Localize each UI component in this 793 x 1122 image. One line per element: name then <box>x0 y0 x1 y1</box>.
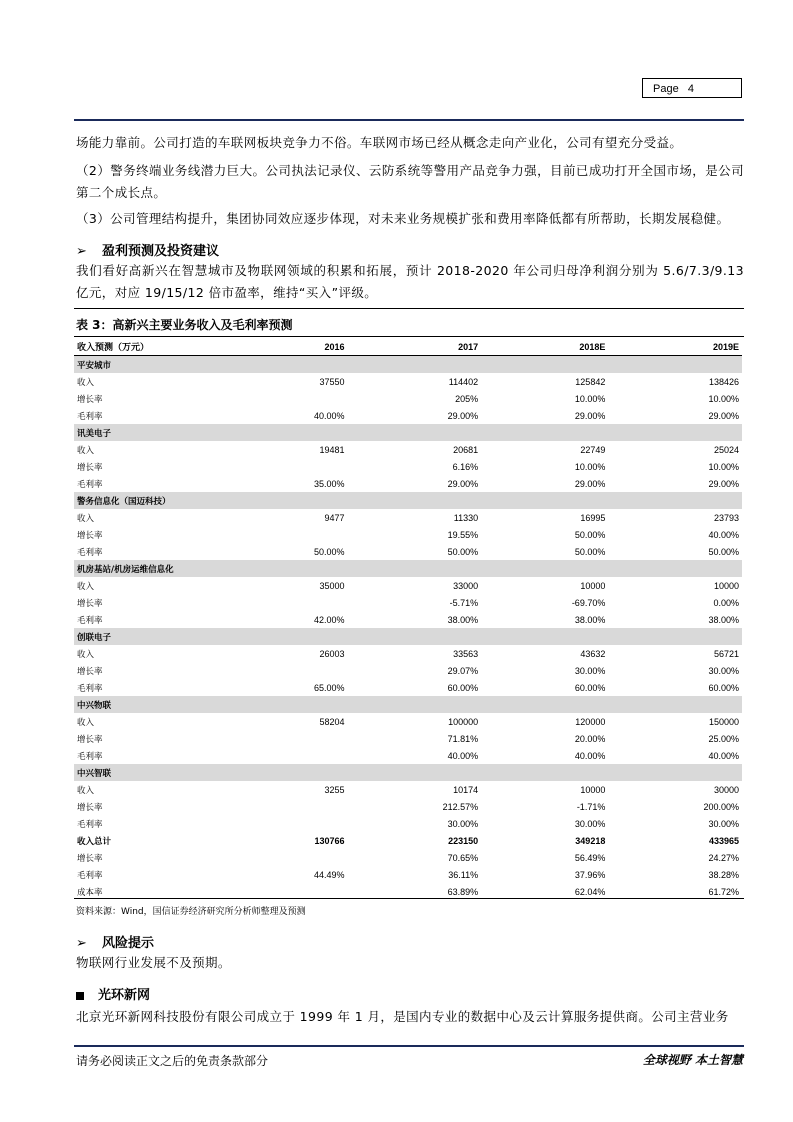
row-value <box>608 424 742 441</box>
footer-disclaimer: 请务必阅读正文之后的免责条款部分 <box>76 1054 269 1068</box>
row-value <box>481 424 608 441</box>
row-value: 29.00% <box>708 478 739 489</box>
row-label: 毛利率 <box>77 547 103 558</box>
paragraph-forecast: 我们看好高新兴在智慧城市及物联网领域的积累和拓展，预计 2018-2020 年公司归母净利润分别为 5.6/7.3/9.13 亿元，对应 19/15/12 倍市盈率，维持“买入”评级。 <box>76 263 744 300</box>
row-value: 40.00% <box>314 410 345 421</box>
forecast-heading-text: 盈利预测及投资建议 <box>102 244 220 259</box>
row-value: 200.00% <box>703 801 739 812</box>
row-value: 44.49% <box>314 869 345 880</box>
paragraph-2: （2）警务终端业务线潜力巨大。公司执法记录仪、云防系统等警用产品竞争力强，目前已成功打开全国市场，是公司第二个成长点。 <box>76 163 744 200</box>
row-value: 25.00% <box>708 733 739 744</box>
row-label: 毛利率 <box>77 479 103 490</box>
row-value: 16995 <box>580 512 606 523</box>
section-heading-company <box>76 984 150 1003</box>
row-value <box>481 492 608 509</box>
row-value <box>481 764 608 781</box>
table-row <box>74 679 742 696</box>
row-value: 70.65% <box>447 852 479 863</box>
row-value: 25024 <box>713 444 739 455</box>
table-row <box>74 407 742 424</box>
row-value <box>348 356 482 374</box>
header-rule <box>74 119 744 121</box>
row-value: 29.00% <box>574 478 606 489</box>
row-value: 212.57% <box>442 801 479 812</box>
arrow-bullet-icon: ➢ <box>76 244 87 259</box>
row-value: 60.00% <box>447 682 479 693</box>
row-value: 38.00% <box>708 614 739 625</box>
row-label: 创联电子 <box>74 628 230 645</box>
table-source: 资料来源：Wind，国信证券经济研究所分析师整理及预测 <box>76 907 306 917</box>
row-value: 10.00% <box>708 393 739 404</box>
arrow-bullet-icon: ➢ <box>76 936 87 951</box>
row-value: 3255 <box>324 784 345 795</box>
table-row <box>74 594 742 611</box>
row-value: 29.00% <box>574 410 606 421</box>
row-value <box>608 628 742 645</box>
header-2017: 2017 <box>348 338 482 356</box>
page-number: 4 <box>687 83 694 95</box>
group-header-row <box>74 492 742 509</box>
row-value <box>230 662 348 679</box>
row-value <box>230 815 348 832</box>
row-label: 增长率 <box>77 853 103 864</box>
row-value: 138426 <box>708 376 739 387</box>
row-value: 10000 <box>580 784 606 795</box>
row-value: 40.00% <box>708 529 739 540</box>
row-value: 43632 <box>580 648 606 659</box>
row-value: 50.00% <box>314 546 345 557</box>
row-label: 增长率 <box>77 666 103 677</box>
row-value: 50.00% <box>708 546 739 557</box>
table-row <box>74 441 742 458</box>
row-label: 增长率 <box>77 462 103 473</box>
table-row <box>74 526 742 543</box>
total-row <box>74 832 742 849</box>
row-value: 30.00% <box>708 818 739 829</box>
row-label: 讯美电子 <box>74 424 230 441</box>
group-header-row <box>74 424 742 441</box>
row-label: 中兴物联 <box>74 696 230 713</box>
table-bottom-rule <box>74 898 744 899</box>
row-value: 40.00% <box>708 750 739 761</box>
row-value: 56.49% <box>574 852 606 863</box>
row-value: 71.81% <box>447 733 479 744</box>
header-2018e: 2018E <box>481 338 608 356</box>
row-value: 58204 <box>319 716 345 727</box>
row-value: 150000 <box>708 716 739 727</box>
row-value: 40.00% <box>447 750 479 761</box>
row-value: 62.04% <box>574 886 606 897</box>
row-value <box>348 492 482 509</box>
row-value <box>608 356 742 374</box>
row-label: 收入 <box>77 513 95 524</box>
row-value: 42.00% <box>314 614 345 625</box>
row-label: 收入 <box>77 445 95 456</box>
footer-slogan: 全球视野 本土智慧 <box>642 1053 743 1067</box>
row-value: 130766 <box>314 835 345 846</box>
row-label: 收入 <box>77 377 95 388</box>
paragraph-3: （3）公司管理结构提升，集团协同效应逐步体现，对未来业务规模扩张和费用率降低都有所帮助，长期发展稳健。 <box>76 211 730 226</box>
row-value <box>230 390 348 407</box>
row-value: 10000 <box>713 580 739 591</box>
row-label: 增长率 <box>77 598 103 609</box>
revenue-forecast-table <box>74 338 742 900</box>
row-value <box>348 560 482 577</box>
row-value: 11330 <box>453 512 479 523</box>
row-value: 29.00% <box>708 410 739 421</box>
row-label: 机房基站/机房运维信息化 <box>74 560 230 577</box>
row-value: 29.00% <box>447 478 479 489</box>
row-value <box>230 424 348 441</box>
row-value: 10.00% <box>708 461 739 472</box>
row-value <box>230 594 348 611</box>
row-label: 收入 <box>77 581 95 592</box>
table-title: 表 3：高新兴主要业务收入及毛利率预测 <box>76 318 293 332</box>
row-value <box>230 798 348 815</box>
row-value: 10.00% <box>574 461 606 472</box>
paragraph-company: 北京光环新网科技股份有限公司成立于 1999 年 1 月，是国内专业的数据中心及云计算服务提供商。公司主营业务 <box>76 1009 729 1024</box>
row-value <box>230 526 348 543</box>
paragraph-1: 场能力靠前。公司打造的车联网板块竞争力不俗。车联网市场已经从概念走向产业化，公司有望充分受益。 <box>76 135 683 150</box>
row-value <box>348 424 482 441</box>
row-value: 30.00% <box>574 818 606 829</box>
row-value <box>348 696 482 713</box>
row-value: 26003 <box>319 648 345 659</box>
row-value <box>230 560 348 577</box>
row-value <box>608 560 742 577</box>
row-value: 35.00% <box>314 478 345 489</box>
row-value: 56721 <box>713 648 739 659</box>
table-row <box>74 373 742 390</box>
row-value: 10.00% <box>574 393 606 404</box>
group-header-row <box>74 628 742 645</box>
row-value: 23793 <box>713 512 739 523</box>
table-row <box>74 662 742 679</box>
row-value: 60.00% <box>574 682 606 693</box>
group-header-row <box>74 764 742 781</box>
row-label: 毛利率 <box>77 870 103 881</box>
row-value: 22749 <box>580 444 606 455</box>
row-value <box>481 356 608 374</box>
row-value <box>230 696 348 713</box>
row-value: 50.00% <box>574 529 606 540</box>
table-row <box>74 475 742 492</box>
table-row <box>74 645 742 662</box>
row-value <box>481 696 608 713</box>
section-heading-forecast <box>76 240 219 259</box>
row-label: 中兴智联 <box>74 764 230 781</box>
row-value: 36.11% <box>448 869 479 880</box>
table-row <box>74 781 742 798</box>
row-value <box>230 492 348 509</box>
row-value: 19.55% <box>447 529 479 540</box>
row-value: 10174 <box>453 784 479 795</box>
square-bullet-icon <box>76 992 84 1000</box>
row-value: 30000 <box>713 784 739 795</box>
row-label: 成本率 <box>77 887 103 898</box>
row-value: 50.00% <box>447 546 479 557</box>
row-label: 收入 <box>77 785 95 796</box>
row-value <box>230 730 348 747</box>
row-value <box>608 492 742 509</box>
row-value: 223150 <box>448 835 479 846</box>
row-value: 38.28% <box>708 869 739 880</box>
group-header-row <box>74 356 742 374</box>
row-label: 警务信息化（国迈科技） <box>74 492 230 509</box>
table-row <box>74 815 742 832</box>
table-row <box>74 713 742 730</box>
row-value: 205% <box>455 393 479 404</box>
row-value <box>230 458 348 475</box>
row-value: 60.00% <box>708 682 739 693</box>
company-heading-text: 光环新网 <box>98 988 151 1003</box>
row-value <box>230 764 348 781</box>
row-label: 增长率 <box>77 530 103 541</box>
row-value: 35000 <box>319 580 345 591</box>
row-value: 20681 <box>453 444 479 455</box>
row-value: 10000 <box>580 580 606 591</box>
row-label: 毛利率 <box>77 751 103 762</box>
header-2016: 2016 <box>230 338 348 356</box>
row-label: 毛利率 <box>77 411 103 422</box>
row-label: 收入 <box>77 717 95 728</box>
row-value: 33563 <box>453 648 479 659</box>
row-value: 30.00% <box>708 665 739 676</box>
row-value <box>348 764 482 781</box>
row-value: 125842 <box>575 376 606 387</box>
row-label: 毛利率 <box>77 683 103 694</box>
row-value: 38.00% <box>447 614 479 625</box>
table-row <box>74 458 742 475</box>
group-header-row <box>74 696 742 713</box>
risk-heading-text: 风险提示 <box>102 936 155 951</box>
header-2019e: 2019E <box>608 338 742 356</box>
summary-row <box>74 866 742 883</box>
table-row <box>74 730 742 747</box>
row-value: 114402 <box>448 376 479 387</box>
row-value <box>230 356 348 374</box>
table-row <box>74 747 742 764</box>
row-value: 100000 <box>448 716 479 727</box>
row-value: 24.27% <box>708 852 739 863</box>
row-value: 349218 <box>575 835 606 846</box>
header-label: 收入预测（万元） <box>74 338 230 356</box>
row-value <box>481 628 608 645</box>
table-row <box>74 543 742 560</box>
row-value: 30.00% <box>447 818 479 829</box>
page-label: Page <box>653 83 679 95</box>
row-value <box>608 696 742 713</box>
paragraph-risk: 物联网行业发展不及预期。 <box>76 955 231 970</box>
table-row <box>74 577 742 594</box>
page-number-box <box>642 78 742 98</box>
row-value: 29.00% <box>447 410 479 421</box>
table-header-row <box>74 338 742 356</box>
footer-rule <box>74 1045 744 1047</box>
table-title-rule <box>74 336 744 337</box>
row-value <box>230 747 348 764</box>
table-row <box>74 390 742 407</box>
table-row <box>74 509 742 526</box>
row-label: 增长率 <box>77 394 103 405</box>
row-value: 20.00% <box>574 733 606 744</box>
section-heading-risk <box>76 932 154 951</box>
row-value: -5.71% <box>449 597 479 608</box>
row-label: 平安城市 <box>74 356 230 374</box>
row-value <box>481 560 608 577</box>
row-value: 40.00% <box>574 750 606 761</box>
row-value: 6.16% <box>452 461 479 472</box>
table-body <box>74 356 742 901</box>
row-value: 38.00% <box>574 614 606 625</box>
row-value <box>230 849 348 866</box>
row-value <box>608 764 742 781</box>
table-row <box>74 798 742 815</box>
row-value: 30.00% <box>574 665 606 676</box>
row-value: 120000 <box>575 716 606 727</box>
row-value: 50.00% <box>574 546 606 557</box>
row-value: 37550 <box>319 376 345 387</box>
row-label: 收入总计 <box>77 836 112 847</box>
row-label: 毛利率 <box>77 615 103 626</box>
summary-row <box>74 849 742 866</box>
table-top-rule <box>74 308 744 309</box>
row-label: 毛利率 <box>77 819 103 830</box>
row-value: 63.89% <box>447 886 479 897</box>
group-header-row <box>74 560 742 577</box>
row-value: 0.00% <box>713 597 739 608</box>
row-value: 9477 <box>324 512 345 523</box>
row-value: 19481 <box>319 444 345 455</box>
row-label: 增长率 <box>77 802 103 813</box>
row-label: 增长率 <box>77 734 103 745</box>
row-value: 37.96% <box>574 869 606 880</box>
row-label: 收入 <box>77 649 95 660</box>
row-value: 61.72% <box>708 886 739 897</box>
row-value <box>348 628 482 645</box>
row-value: -1.71% <box>576 801 606 812</box>
row-value: -69.70% <box>571 597 606 608</box>
row-value: 29.07% <box>447 665 479 676</box>
row-value: 33000 <box>453 580 479 591</box>
table-row <box>74 611 742 628</box>
row-value <box>230 628 348 645</box>
row-value: 65.00% <box>314 682 345 693</box>
row-value: 433965 <box>708 835 739 846</box>
